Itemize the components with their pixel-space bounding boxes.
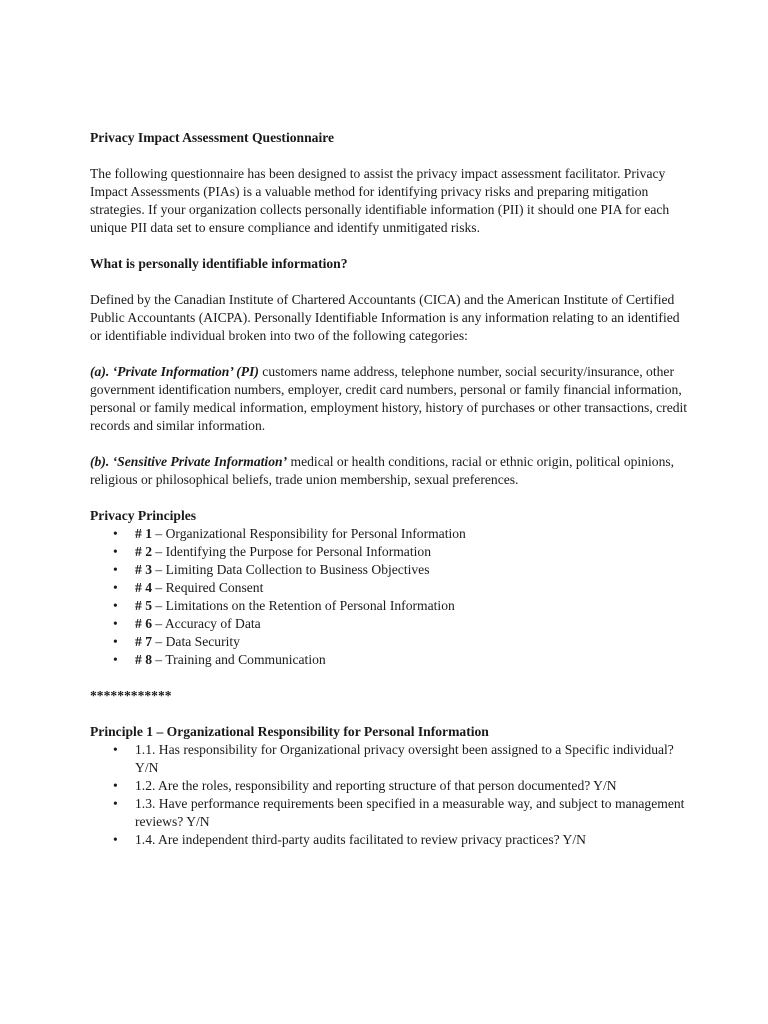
bullet-icon: • xyxy=(113,526,118,541)
bullet-icon: • xyxy=(113,562,118,577)
principle-text: – Data Security xyxy=(152,634,240,649)
list-item xyxy=(90,795,690,831)
principle-number: # 2 xyxy=(135,544,152,559)
bullet-icon: • xyxy=(113,832,118,847)
bullet-icon: • xyxy=(113,580,118,595)
bullet-icon: • xyxy=(113,616,118,631)
list-item xyxy=(90,579,690,597)
principle-text: – Training and Communication xyxy=(152,652,326,667)
intro-paragraph: The following questionnaire has been designed to assist the privacy impact assessment facilitator. Privacy Impact Assessments (PIAs) is a valuable method for identifying privacy risks and preparing mitigation strategies. If your organization collects personally identifiable information (PII) it should one PIA for each unique PII data set to ensure compliance and identify unmitigated risks. xyxy=(90,166,670,235)
principle-number: # 1 xyxy=(135,526,152,541)
list-item xyxy=(90,615,690,633)
principle-number: # 6 xyxy=(135,616,152,631)
principle-1-heading: Principle 1 – Organizational Responsibility for Personal Information xyxy=(90,724,489,739)
principle-text: – Accuracy of Data xyxy=(152,616,261,631)
bullet-icon: • xyxy=(113,778,118,793)
bullet-icon: • xyxy=(113,742,118,757)
section-separator: ************ xyxy=(90,688,172,703)
principle-text: – Organizational Responsibility for Personal Information xyxy=(152,526,466,541)
principle-number: # 7 xyxy=(135,634,152,649)
question-text: 1.1. Has responsibility for Organizational privacy oversight been assigned to a Specific individual? Y/N xyxy=(135,742,674,775)
list-item xyxy=(90,651,690,669)
category-private-information xyxy=(90,363,690,435)
list-item xyxy=(90,525,690,543)
question-text: 1.4. Are independent third-party audits facilitated to review privacy practices? Y/N xyxy=(135,832,586,847)
principle-text: – Identifying the Purpose for Personal Information xyxy=(152,544,431,559)
bullet-icon: • xyxy=(113,634,118,649)
principle-number: # 8 xyxy=(135,652,152,667)
category-text: medical or health conditions, racial or ethnic origin, political opinions, religious or philosophical beliefs, trade union membership, sexual preferences. xyxy=(90,454,675,487)
principle-text: – Limiting Data Collection to Business Objectives xyxy=(152,562,430,577)
question-text: 1.2. Are the roles, responsibility and reporting structure of that person documented? Y/N xyxy=(135,778,617,793)
principle-number: # 3 xyxy=(135,562,152,577)
bullet-icon: • xyxy=(113,544,118,559)
document-title: Privacy Impact Assessment Questionnaire xyxy=(90,130,335,145)
list-item xyxy=(90,777,690,795)
category-text: customers name address, telephone number, social security/insurance, other government identification numbers, employer, credit card numbers, personal or family financial information, personal or family medical information, employment history, history of purchases or other transactions, credit records and similar information. xyxy=(90,364,688,433)
principle-text: – Required Consent xyxy=(152,580,264,595)
list-item xyxy=(90,561,690,579)
list-item xyxy=(90,831,690,849)
list-item xyxy=(90,741,690,777)
principle-number: # 4 xyxy=(135,580,152,595)
list-item xyxy=(90,597,690,615)
document-page xyxy=(90,129,690,849)
question-text: 1.3. Have performance requirements been specified in a measurable way, and subject to management reviews? Y/N xyxy=(135,796,685,829)
bullet-icon: • xyxy=(113,598,118,613)
list-item xyxy=(90,633,690,651)
category-sensitive-information xyxy=(90,453,690,489)
principles-heading: Privacy Principles xyxy=(90,508,197,523)
principle-number: # 5 xyxy=(135,598,152,613)
bullet-icon: • xyxy=(113,796,118,811)
bullet-icon: • xyxy=(113,652,118,667)
principle-text: – Limitations on the Retention of Personal Information xyxy=(152,598,455,613)
list-item xyxy=(90,543,690,561)
pii-definition-paragraph: Defined by the Canadian Institute of Chartered Accountants (CICA) and the American Institute of Certified Public Accountants (AICPA). Personally Identifiable Information is any information relating to an identified or identifiable individual broken into two of the following categories: xyxy=(90,292,680,343)
principle-1-questions xyxy=(90,741,690,849)
pii-heading: What is personally identifiable information? xyxy=(90,256,348,271)
principles-list xyxy=(90,525,690,669)
category-label: (a). ‘Private Information’ (PI) xyxy=(90,364,259,379)
category-label: (b). ‘Sensitive Private Information’ xyxy=(90,454,288,469)
